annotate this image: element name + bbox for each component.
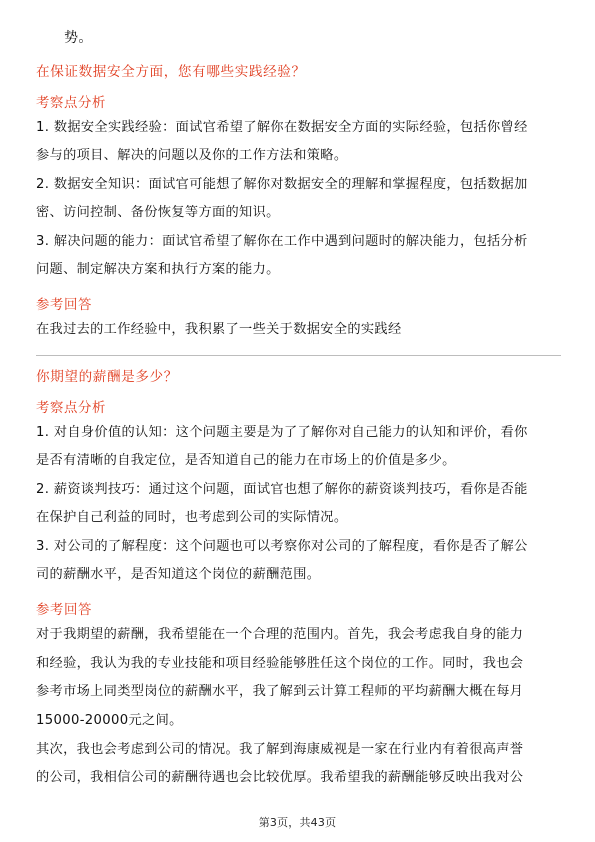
answer-heading-1: 参考回答 [36,298,92,313]
answer-line: 和经验，我认为我的专业技能和项目经验能够胜任这个岗位的工作。同时，我也会 [36,656,524,671]
analysis-line: 3. 对公司的了解程度：这个问题也可以考察你对公司的了解程度，看你是否了解公 [36,539,528,554]
question-title-1: 在保证数据安全方面，您有哪些实践经验？ [36,64,306,80]
analysis-line: 1. 数据安全实践经验：面试官希望了解你在数据安全方面的实际经验，包括你曾经 [36,120,528,135]
analysis-line: 参与的项目、解决的问题以及你的工作方法和策略。 [36,148,348,163]
section-divider [36,355,561,356]
answer-line: 的公司，我相信公司的薪酬待遇也会比较优厚。我希望我的薪酬能够反映出我对公 [36,770,524,785]
analysis-line: 在保护自己利益的同时，也考虑到公司的实际情况。 [36,510,348,525]
answer-line: 15000-20000元之间。 [36,713,183,728]
analysis-heading-2: 考察点分析 [36,401,106,416]
answer-heading-2: 参考回答 [36,603,92,618]
answer-line: 在我过去的工作经验中，我积累了一些关于数据安全的实践经 [36,322,402,337]
analysis-line: 2. 薪资谈判技巧：通过这个问题，面试官也想了解你的薪资谈判技巧，看你是否能 [36,482,528,497]
analysis-line: 密、访问控制、备份恢复等方面的知识。 [36,205,280,220]
analysis-line: 是否有清晰的自我定位，是否知道自己的能力在市场上的价值是多少。 [36,453,456,468]
analysis-heading-1: 考察点分析 [36,96,106,111]
analysis-line: 2. 数据安全知识：面试官可能想了解你对数据安全的理解和掌握程度，包括数据加 [36,177,528,192]
answer-line: 对于我期望的薪酬，我希望能在一个合理的范围内。首先，我会考虑我自身的能力 [36,627,524,642]
analysis-line: 问题、制定解决方案和执行方案的能力。 [36,262,280,277]
answer-line: 参考市场上同类型岗位的薪酬水平，我了解到云计算工程师的平均薪酬大概在每月 [36,684,524,699]
analysis-line: 1. 对自身价值的认知：这个问题主要是为了了解你对自己能力的认知和评价，看你 [36,425,528,440]
analysis-line: 3. 解决问题的能力：面试官希望了解你在工作中遇到问题时的解决能力，包括分析 [36,234,528,249]
answer-line: 其次，我也会考虑到公司的情况。我了解到海康威视是一家在行业内有着很高声誉 [36,742,524,757]
question-title-2: 你期望的薪酬是多少？ [36,369,178,385]
analysis-line: 司的薪酬水平，是否知道这个岗位的薪酬范围。 [36,567,321,582]
continued-text-fragment: 势。 [64,30,93,46]
page-number: 第3页，共43页 [258,816,337,829]
